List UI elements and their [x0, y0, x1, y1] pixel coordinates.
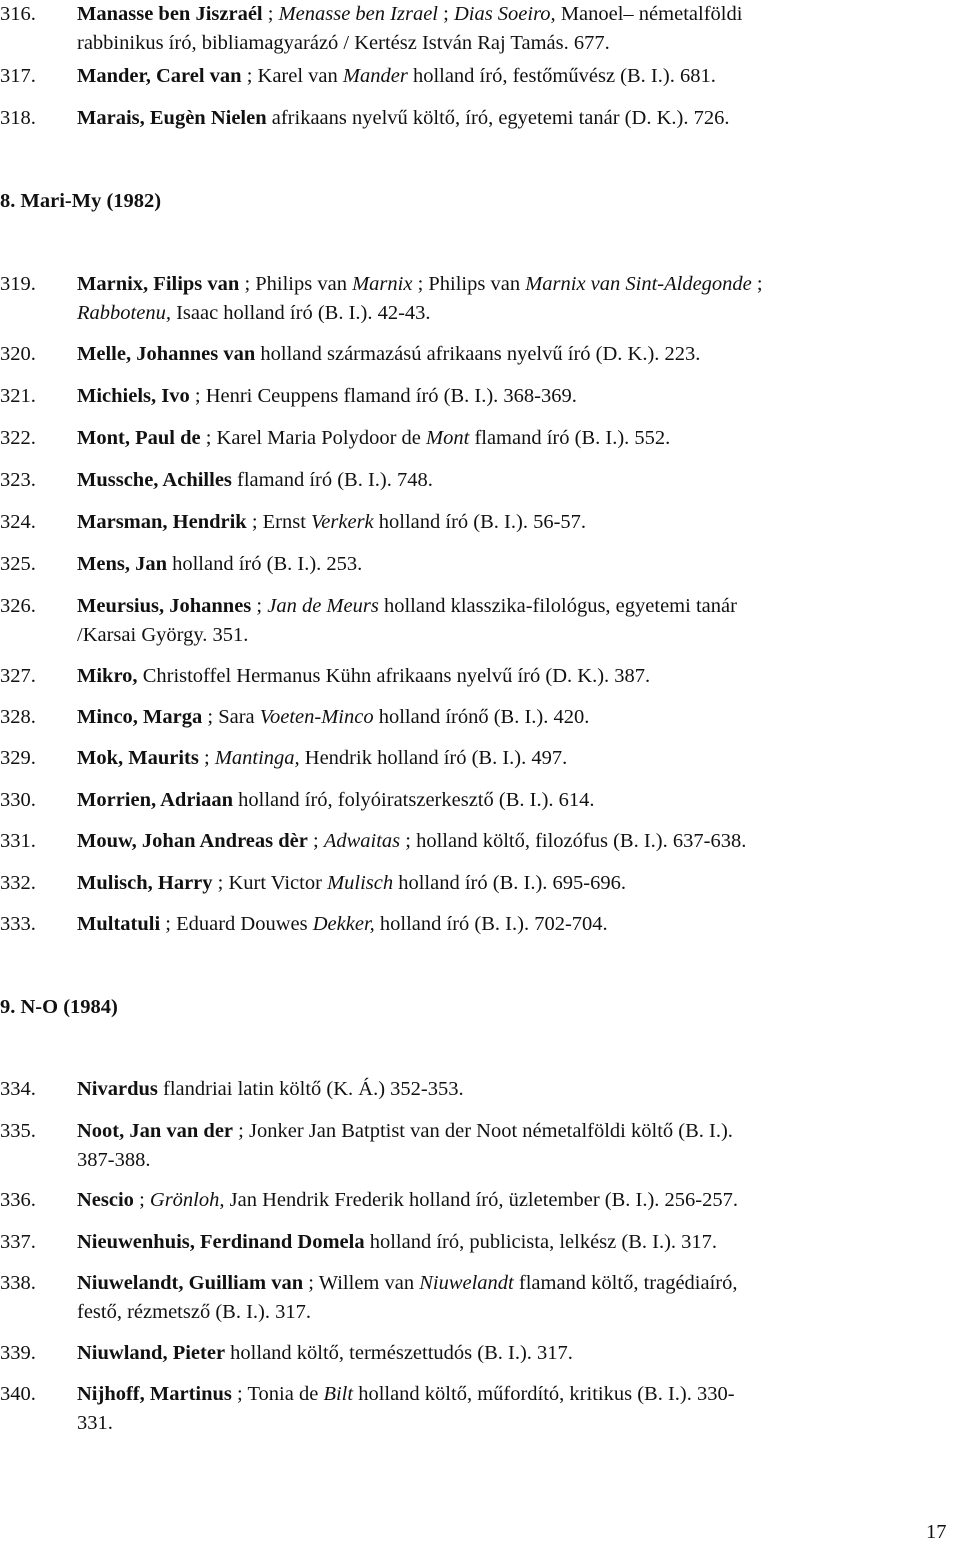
text-run: Hendrik holland író (B. I.). 497. [299, 747, 568, 769]
text-run: ; [437, 3, 454, 25]
entry-number: 331. [0, 830, 36, 852]
text-run: holland író (B. I.). 253. [166, 553, 363, 575]
entry-number: 332. [0, 872, 36, 894]
entry-name: Marsman, Hendrik [77, 511, 247, 533]
page-number: 17 [926, 1521, 947, 1543]
entry-number: 328. [0, 706, 36, 728]
text-run: Rabbotenu, [77, 302, 171, 324]
text-run: holland író, festőművész (B. I.). 681. [407, 65, 716, 87]
text-run: Dekker, [312, 913, 375, 935]
entry-number: 316. [0, 3, 36, 25]
entry-line [77, 592, 957, 621]
text-run: ; Philips van [239, 273, 353, 295]
entry-name: Meursius, Johannes [77, 595, 252, 617]
text-run: holland író, publicista, lelkész (B. I.). 317. [364, 1231, 718, 1253]
entry-text [77, 62, 957, 91]
entry-name: Minco, Marga [77, 706, 203, 728]
entry-number: 334. [0, 1078, 36, 1100]
entry-number: 337. [0, 1231, 36, 1253]
entry-line: festő, rézmetsző (B. I.). 317. [77, 1301, 311, 1323]
text-run: ; [133, 1189, 150, 1211]
entry-number: 330. [0, 789, 36, 811]
text-run: flamand költő, tragédiaíró, [513, 1272, 738, 1294]
text-run: Jan Hendrik Frederik holland író, üzletember (B. I.). 256-257. [224, 1189, 739, 1211]
entry-name: Mulisch, Harry [77, 872, 213, 894]
entry-text [77, 270, 957, 328]
entry-number: 336. [0, 1189, 36, 1211]
entry-name: Manasse ben Jiszraél [77, 3, 263, 25]
entry-text [77, 910, 957, 939]
section-heading: 9. N-O (1984) [0, 996, 118, 1018]
text-run: Bilt [323, 1383, 354, 1405]
text-run: ; Henri Ceuppens flamand író (B. I.). 368-369. [189, 385, 577, 407]
text-run: Marnix [352, 273, 413, 295]
text-run: holland klasszika-filológus, egyetemi tanár [378, 595, 737, 617]
text-run: Niuwelandt [419, 1272, 514, 1294]
entry-name: Mussche, Achilles [77, 469, 232, 491]
entry-text [77, 340, 957, 369]
text-run: ; [262, 3, 279, 25]
text-run: ; Tonia de [231, 1383, 324, 1405]
text-run: Dias Soeiro, [453, 3, 556, 25]
text-run: ; Karel Maria Polydoor de [200, 427, 427, 449]
text-run: holland költő, műfordító, kritikus (B. I.). 330- [353, 1383, 735, 1405]
text-run: ; Eduard Douwes [160, 913, 313, 935]
text-run: ; Sara [202, 706, 260, 728]
entry-line [77, 0, 957, 29]
text-run: Christoffel Hermanus Kühn afrikaans nyelvű író (D. K.). 387. [137, 665, 651, 687]
text-run: flamand író (B. I.). 748. [231, 469, 433, 491]
entry-line: rabbinikus író, bibliamagyarázó / Kertész István Raj Tamás. 677. [77, 32, 610, 54]
entry-name: Mouw, Johan Andreas dèr [77, 830, 308, 852]
text-run: Mander [342, 65, 408, 87]
text-run: ; Jonker Jan Batptist van der Noot németalföldi költő (B. I.). [233, 1120, 733, 1142]
text-run: ; Ernst [246, 511, 312, 533]
entry-number: 319. [0, 273, 36, 295]
entry-name: Mikro, [77, 665, 138, 687]
entry-number: 333. [0, 913, 36, 935]
entry-name: Niuwelandt, Guilliam van [77, 1272, 304, 1294]
entry-text [77, 592, 957, 650]
entry-number: 324. [0, 511, 36, 533]
entry-text [77, 382, 957, 411]
entry-name: Nescio [77, 1189, 134, 1211]
entry-number: 321. [0, 385, 36, 407]
entry-name: Niuwland, Pieter [77, 1342, 226, 1364]
text-run: Verkerk [311, 511, 374, 533]
entry-name: Mont, Paul de [77, 427, 201, 449]
entry-name: Nieuwenhuis, Ferdinand Domela [77, 1231, 365, 1253]
text-run: ; [307, 830, 324, 852]
text-run: Voeten-Minco [259, 706, 374, 728]
entry-name: Marnix, Filips van [77, 273, 240, 295]
entry-text [77, 1075, 957, 1104]
entry-number: 318. [0, 107, 36, 129]
text-run: flandriai latin költő (K. Á.) 352-353. [157, 1078, 464, 1100]
entry-name: Noot, Jan van der [77, 1120, 234, 1142]
text-run: ; Philips van [412, 273, 526, 295]
entry-text [77, 827, 957, 856]
entry-text [77, 786, 957, 815]
entry-text [77, 424, 957, 453]
entry-line [77, 1117, 957, 1146]
entry-line: 387-388. [77, 1149, 151, 1171]
entry-text [77, 1228, 957, 1257]
text-run: Mont [426, 427, 470, 449]
text-run: holland származású afrikaans nyelvű író (D. K.). 223. [255, 343, 701, 365]
entry-line [77, 270, 957, 299]
entry-name: Mens, Jan [77, 553, 167, 575]
entry-name: Mander, Carel van [77, 65, 242, 87]
section-heading: 8. Mari-My (1982) [0, 190, 162, 212]
text-run: ; holland költő, filozófus (B. I.). 637-638. [400, 830, 747, 852]
text-run: holland író (B. I.). 695-696. [393, 872, 626, 894]
entry-line: /Karsai György. 351. [77, 624, 249, 646]
entry-number: 326. [0, 595, 36, 617]
text-run: Manoel– németalföldi [555, 3, 743, 25]
text-run: ; [751, 273, 763, 295]
text-run: ; [251, 595, 268, 617]
entry-text [77, 466, 957, 495]
text-run: Isaac holland író (B. I.). 42-43. [170, 302, 431, 324]
entry-number: 325. [0, 553, 36, 575]
entry-text [77, 662, 957, 691]
entry-number: 329. [0, 747, 36, 769]
text-run: ; Kurt Victor [212, 872, 328, 894]
entry-text [77, 0, 957, 58]
entry-name: Melle, Johannes van [77, 343, 256, 365]
entry-line [77, 299, 957, 328]
entry-name: Nijhoff, Martinus [77, 1383, 232, 1405]
text-run: Grönloh, [149, 1189, 225, 1211]
entry-name: Morrien, Adriaan [77, 789, 234, 811]
entry-number: 322. [0, 427, 36, 449]
entry-text [77, 869, 957, 898]
entry-text [77, 1339, 957, 1368]
entry-name: Nivardus [77, 1078, 158, 1100]
entry-line: 331. [77, 1412, 113, 1434]
entry-number: 323. [0, 469, 36, 491]
text-run: Adwaitas [323, 830, 401, 852]
text-run: Marnix van Sint-Aldegonde [525, 273, 752, 295]
entry-line [77, 1380, 957, 1409]
text-run: holland költő, természettudós (B. I.). 317. [225, 1342, 573, 1364]
entry-text [77, 1380, 957, 1438]
entry-text [77, 1117, 957, 1175]
entry-line [77, 1269, 957, 1298]
entry-text [77, 703, 957, 732]
entry-number: 338. [0, 1272, 36, 1294]
text-run: Menasse ben Izrael [278, 3, 438, 25]
text-run: afrikaans nyelvű költő, író, egyetemi tanár (D. K.). 726. [266, 107, 730, 129]
entry-name: Marais, Eugèn Nielen [77, 107, 267, 129]
text-run: ; [198, 747, 215, 769]
entry-name: Michiels, Ivo [77, 385, 190, 407]
text-run: holland író (B. I.). 702-704. [374, 913, 608, 935]
entry-text [77, 104, 957, 133]
text-run: holland író, folyóiratszerkesztő (B. I.). 614. [233, 789, 595, 811]
text-run: Mantinga, [214, 747, 300, 769]
text-run: holland író (B. I.). 56-57. [373, 511, 587, 533]
text-run: flamand író (B. I.). 552. [469, 427, 671, 449]
text-run: ; Karel van [241, 65, 343, 87]
entry-number: 317. [0, 65, 36, 87]
entry-text [77, 744, 957, 773]
entry-number: 335. [0, 1120, 36, 1142]
entry-number: 327. [0, 665, 36, 687]
text-run: holland írónő (B. I.). 420. [373, 706, 590, 728]
entry-number: 340. [0, 1383, 36, 1405]
entry-number: 320. [0, 343, 36, 365]
entry-text [77, 1186, 957, 1215]
entry-text [77, 508, 957, 537]
text-run: ; Willem van [303, 1272, 420, 1294]
text-run: Jan de Meurs [267, 595, 379, 617]
entry-text [77, 1269, 957, 1327]
entry-text [77, 550, 957, 579]
text-run: Mulisch [327, 872, 394, 894]
entry-number: 339. [0, 1342, 36, 1364]
entry-name: Multatuli [77, 913, 161, 935]
entry-name: Mok, Maurits [77, 747, 199, 769]
